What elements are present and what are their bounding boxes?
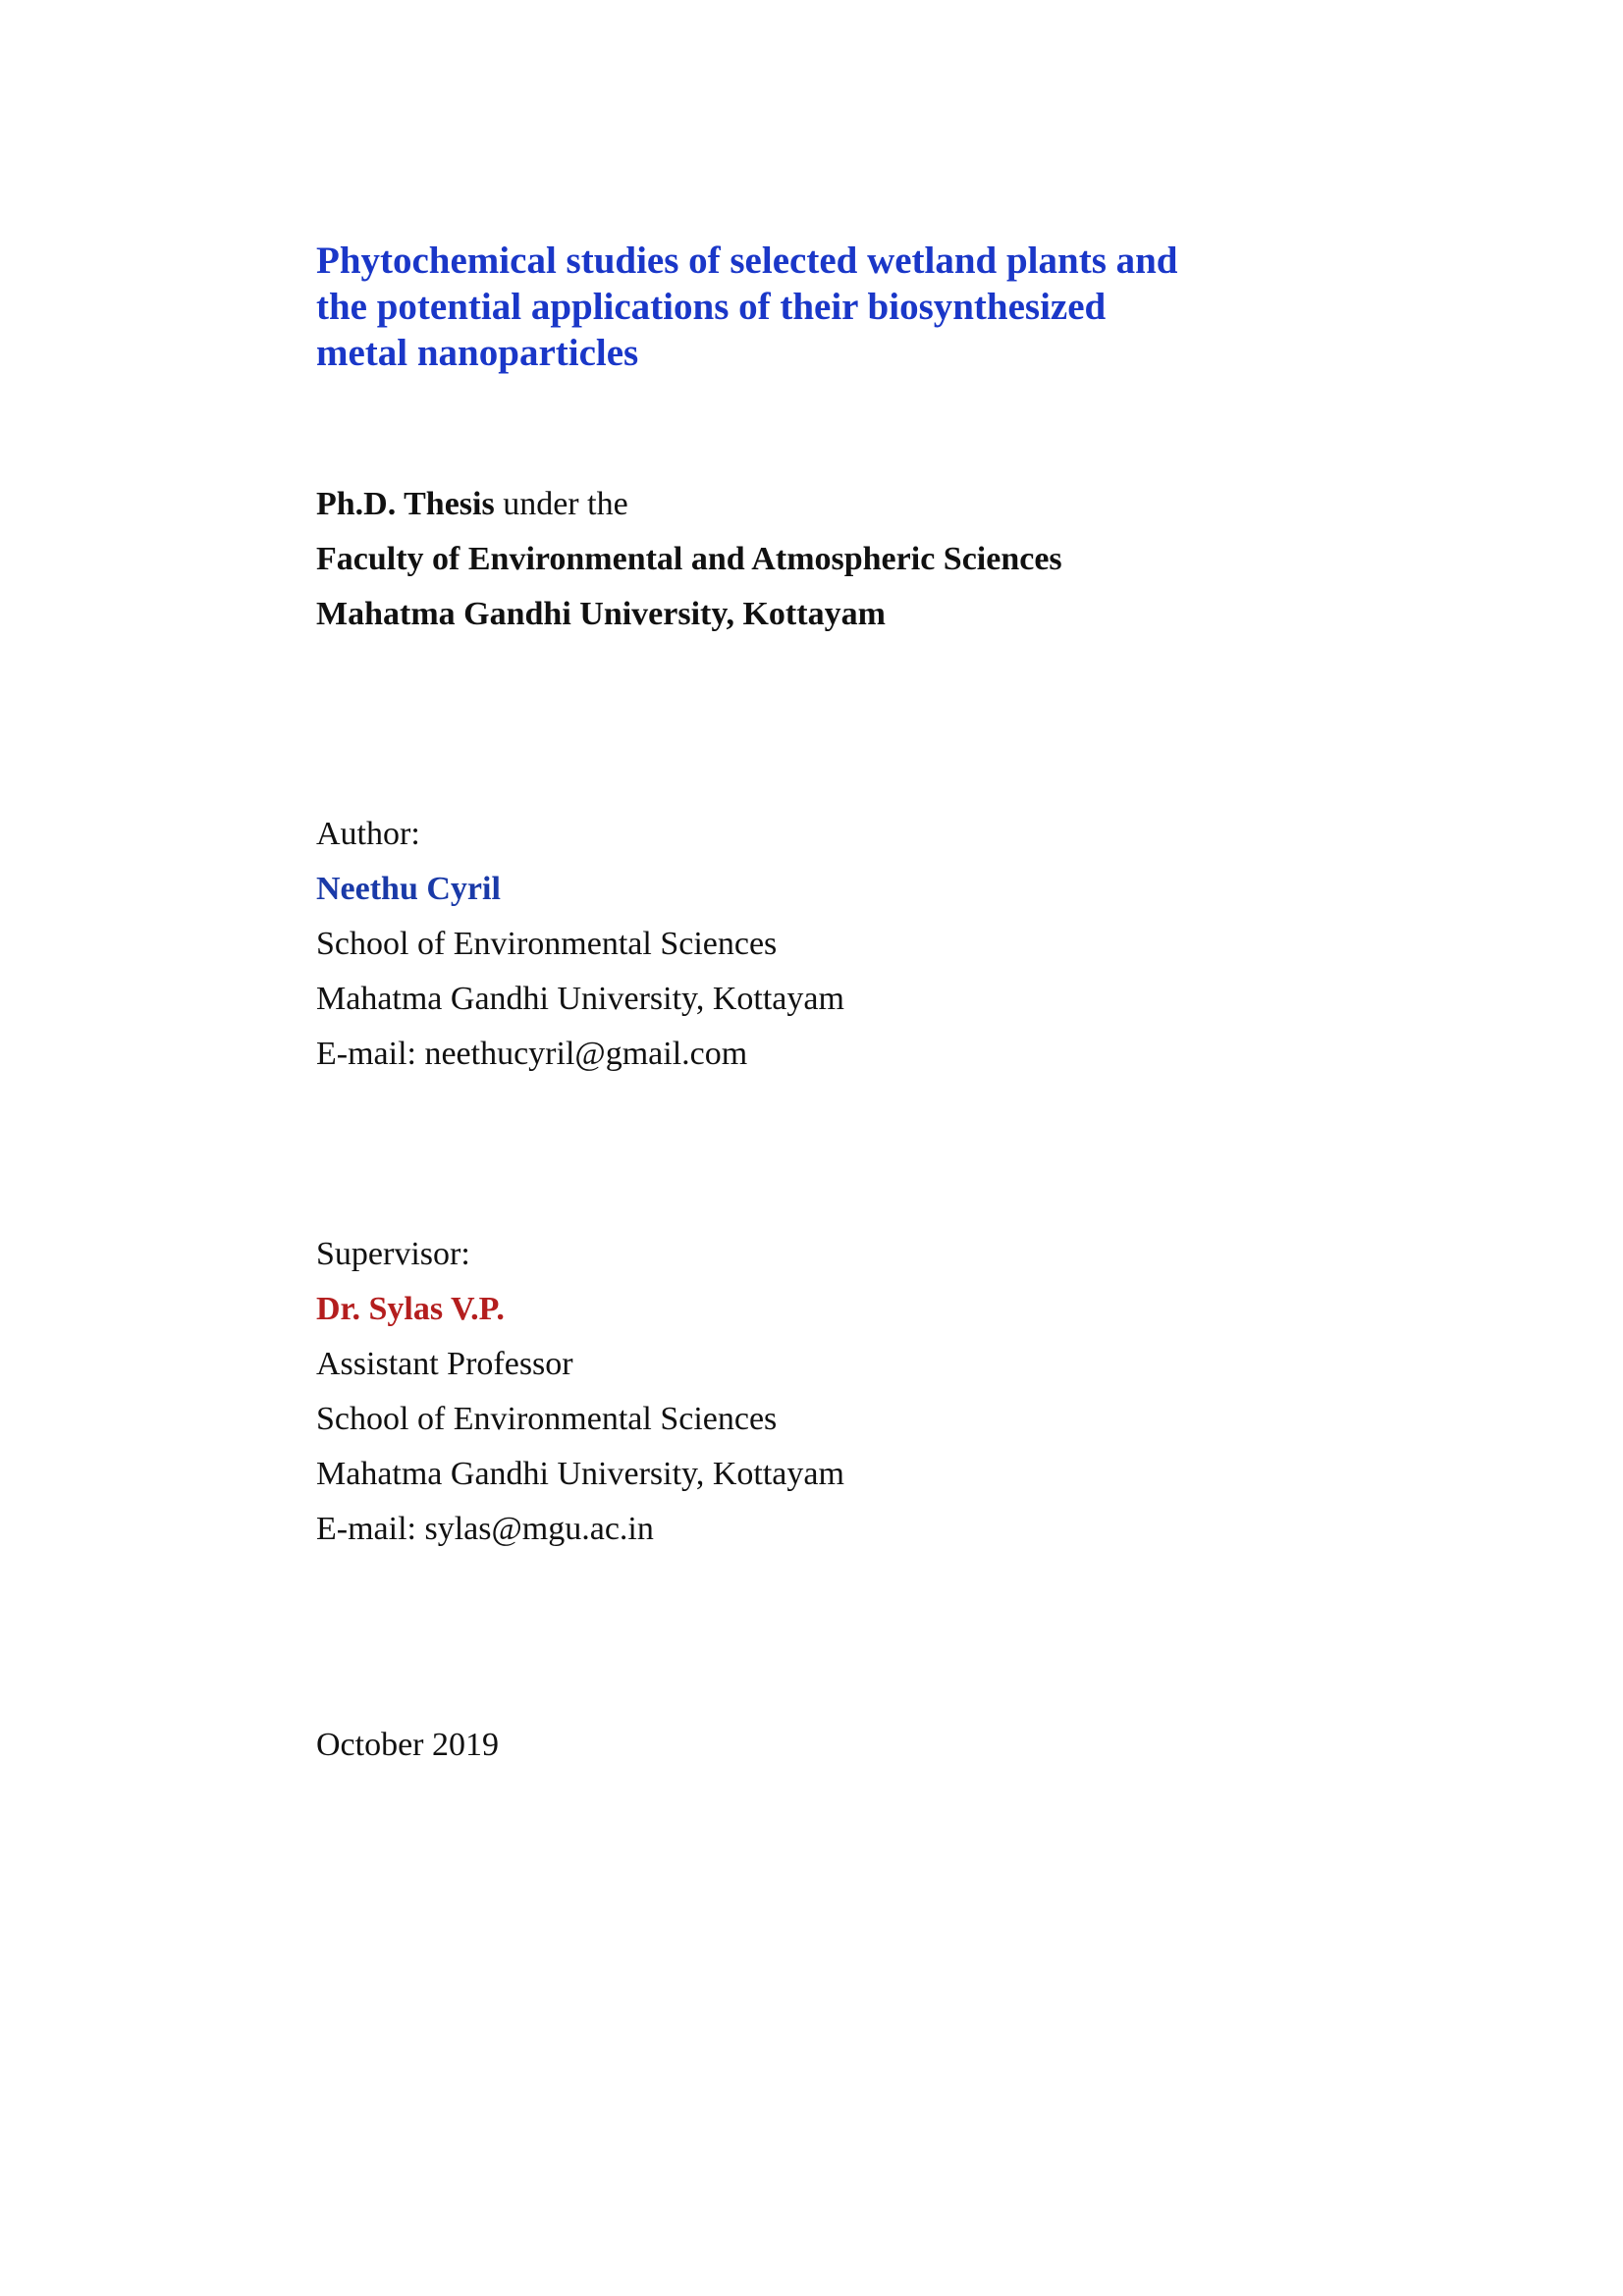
supervisor-label: Supervisor: <box>316 1236 470 1272</box>
thesis-title-line-3: metal nanoparticles <box>316 332 639 374</box>
author-email: E-mail: neethucyril@gmail.com <box>316 1036 748 1072</box>
date-text: October 2019 <box>316 1727 500 1763</box>
supervisor-school: School of Environmental Sciences <box>316 1401 778 1437</box>
author-label: Author: <box>316 816 420 852</box>
thesis-title-line-1: Phytochemical studies of selected wetland plants and <box>316 240 1178 282</box>
thesis-title-line-2: the potential applications of their biosynthesized <box>316 286 1107 328</box>
author-info <box>316 807 844 1082</box>
supervisor-email: E-mail: sylas@mgu.ac.in <box>316 1511 654 1547</box>
author-name: Neethu Cyril <box>316 871 501 907</box>
author-school: School of Environmental Sciences <box>316 926 778 962</box>
degree-suffix: under the <box>494 486 628 522</box>
supervisor-position: Assistant Professor <box>316 1346 573 1382</box>
thesis-info <box>316 477 1062 642</box>
faculty-name: Faculty of Environmental and Atmospheric Sciences <box>316 541 1062 577</box>
degree-name: Ph.D. Thesis <box>316 486 495 522</box>
author-university: Mahatma Gandhi University, Kottayam <box>316 981 844 1017</box>
university-name: Mahatma Gandhi University, Kottayam <box>316 596 886 632</box>
submission-date <box>316 1718 499 1773</box>
thesis-title <box>316 238 1298 376</box>
degree-line <box>316 477 1062 532</box>
supervisor-name: Dr. Sylas V.P. <box>316 1291 505 1327</box>
supervisor-university: Mahatma Gandhi University, Kottayam <box>316 1456 844 1492</box>
supervisor-info <box>316 1227 844 1557</box>
